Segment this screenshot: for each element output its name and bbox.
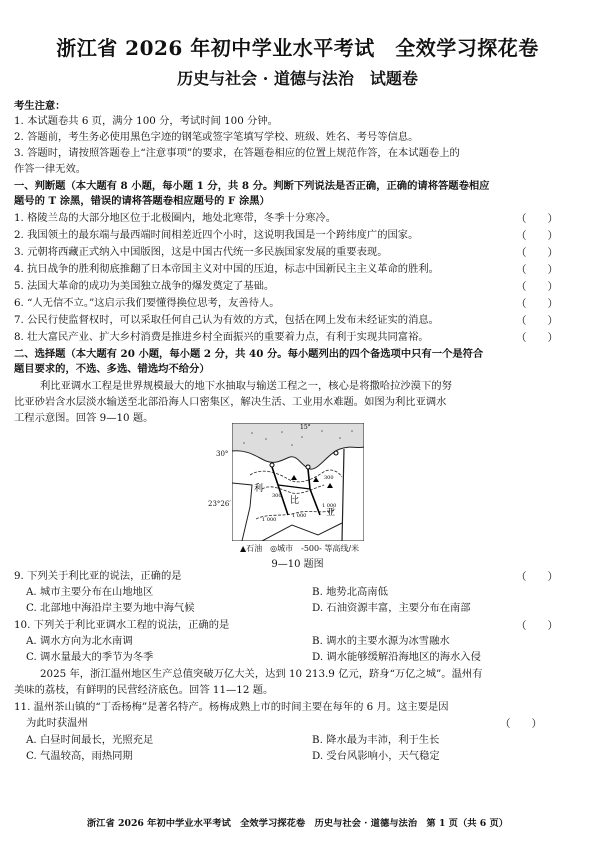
q10-option-c: C. 调水量最大的季节为冬季	[26, 651, 154, 663]
map-label-1000-a: 1 000	[262, 517, 277, 523]
section1-heading: 一、判断题（本大题有 8 小题，每小题 1 分，共 8 分。判断下列说法是否正确，正确的请将答题卷相应	[14, 180, 490, 192]
answer-paren: （ ）	[516, 620, 558, 632]
judge-question-2: 2. 我国领土的最东端与最西端时间相差近四个小时，这说明我国是一个跨纬度广的国家。	[14, 229, 419, 241]
q11-stem-cont: 为此时获温州	[26, 717, 88, 729]
section2-heading-cont: 题目要求的，不选、多选、错选均不给分）	[14, 363, 210, 375]
q11-12-intro: 2025 年，浙江温州地区生产总值突破万亿大关，达到 10 213.9 亿元，跻身“万亿之城”。温州有	[40, 668, 483, 680]
section1-heading-cont: 题号的 T 涂黑，错误的请将答题卷相应题号的 F 涂黑）	[14, 195, 270, 207]
q9-10-intro-cont: 比亚砂岩含水层淡水输送至北部沿海人口密集区，解决生活、工业用水难题。如图为利比亚调水	[14, 396, 447, 408]
notice-item-1: 1. 本试题卷共 6 页，满分 100 分，考试时间 100 分钟。	[14, 115, 278, 127]
map-label-li: 利	[254, 484, 264, 494]
q9-stem: 9. 下列关于利比亚的说法，正确的是	[14, 570, 182, 582]
answer-paren: （ ）	[516, 230, 558, 242]
map-label-lat30: 30°	[216, 450, 229, 458]
judge-question-1: 1. 格陵兰岛的大部分地区位于北极圈内，地处北寒带，冬季十分寒冷。	[14, 212, 337, 224]
q11-option-d: D. 受台风影响小，天气稳定	[312, 750, 440, 762]
judge-question-7: 7. 公民行使监督权时，可以采取任何自己认为有效的方式，包括在网上发布未经证实的消息。	[14, 314, 439, 326]
answer-paren: （ ）	[516, 298, 558, 310]
map-caption: 9—10 题图	[271, 559, 324, 570]
q11-option-b: B. 降水最为丰沛，利于生长	[312, 734, 440, 746]
map-label-1000-b: 1 000	[292, 513, 307, 519]
q9-option-a: A. 城市主要分布在山地地区	[26, 586, 154, 598]
judge-question-5: 5. 法国大革命的成功为美国独立战争的爆发奠定了基础。	[14, 280, 275, 292]
answer-paren: （ ）	[516, 213, 558, 225]
judge-question-3: 3. 元朝将西藏正式纳入中国版图，这是中国古代统一多民族国家发展的重要表现。	[14, 246, 388, 258]
map-legend: ▲石油 ◎城市 -500- 等高线/米	[240, 544, 360, 553]
answer-paren: （ ）	[516, 264, 558, 276]
notice-item-3: 3. 答题时，请按照答题卷上“注意事项”的要求，在答题卷相应的位置上规范作答，在本试题卷上的	[14, 147, 460, 159]
map-label-300-b: 300	[272, 493, 282, 499]
map-label-1000-c: 1 000	[322, 503, 337, 509]
map-label-bi: 比	[290, 496, 300, 506]
q9-option-b: B. 地势北高南低	[312, 586, 388, 598]
answer-paren: （ ）	[500, 718, 542, 730]
exam-subtitle: 历史与社会 · 道德与法治 试题卷	[177, 69, 418, 88]
notice-item-3-cont: 作答一律无效。	[14, 163, 87, 175]
judge-question-4: 4. 抗日战争的胜利彻底推翻了日本帝国主义对中国的压迫，标志中国新民主主义革命的胜利。	[14, 263, 439, 275]
notice-item-2: 2. 答题前，考生务必使用黑色字迹的钢笔或签字笔填写学校、班级、姓名、考号等信息。	[14, 131, 419, 143]
exam-title: 浙江省 2026 年初中学业水平考试 全效学习探花卷	[56, 36, 539, 60]
q9-option-c: C. 北部地中海沿岸主要为地中海气候	[26, 602, 195, 614]
page-footer: 浙江省 2026 年初中学业水平考试 全效学习探花卷 历史与社会 · 道德与法治 第 1 页（共 6 页）	[86, 818, 509, 829]
map-label-lon: 15°	[300, 424, 311, 431]
q9-10-intro: 利比亚调水工程是世界规模最大的地下水抽取与输送工程之一，核心是将撒哈拉沙漠下的努	[40, 380, 452, 392]
map-label-300-a: 300	[324, 475, 334, 481]
q11-option-c: C. 气温较高，雨热同期	[26, 750, 133, 762]
answer-paren: （ ）	[516, 315, 558, 327]
q11-option-a: A. 白昼时间最长，光照充足	[26, 734, 154, 746]
answer-paren: （ ）	[516, 281, 558, 293]
map-label-lat23: 23°26′	[208, 500, 231, 508]
q10-option-a: A. 调水方向为北水南调	[26, 635, 133, 647]
notice-heading: 考生注意：	[14, 100, 66, 112]
q10-option-b: B. 调水的主要水源为冰雪融水	[312, 635, 450, 647]
libya-water-map	[232, 423, 364, 541]
answer-paren: （ ）	[516, 332, 558, 344]
q10-option-d: D. 调水能够缓解沿海地区的海水入侵	[312, 651, 481, 663]
q11-12-intro-cont: 美味的荔枝，有鲜明的民营经济底色。回答 11—12 题。	[14, 684, 274, 696]
q10-stem: 10. 下列关于利比亚调水工程的说法，正确的是	[14, 619, 230, 631]
map-label-ya: 亚	[326, 508, 336, 518]
judge-question-6: 6. “人无信不立。”这启示我们要懂得换位思考，友善待人。	[14, 297, 280, 309]
judge-question-8: 8. 壮大富民产业、扩大乡村消费是推进乡村全面振兴的重要着力点，有利于实现共同富裕。	[14, 331, 429, 343]
q9-option-d: D. 石油资源丰富，主要分布在南部	[312, 602, 471, 614]
answer-paren: （ ）	[516, 571, 558, 583]
q9-10-intro-end: 工程示意图。回答 9—10 题。	[14, 412, 154, 424]
q11-stem: 11. 温州茶山镇的“丁岙杨梅”是著名特产。杨梅成熟上市的时间主要在每年的 6 月。这主要是因	[14, 701, 449, 713]
section2-heading: 二、选择题（本大题有 20 小题，每小题 2 分，共 40 分。每小题列出的四个备选项中只有一个是符合	[14, 348, 484, 360]
answer-paren: （ ）	[516, 247, 558, 259]
